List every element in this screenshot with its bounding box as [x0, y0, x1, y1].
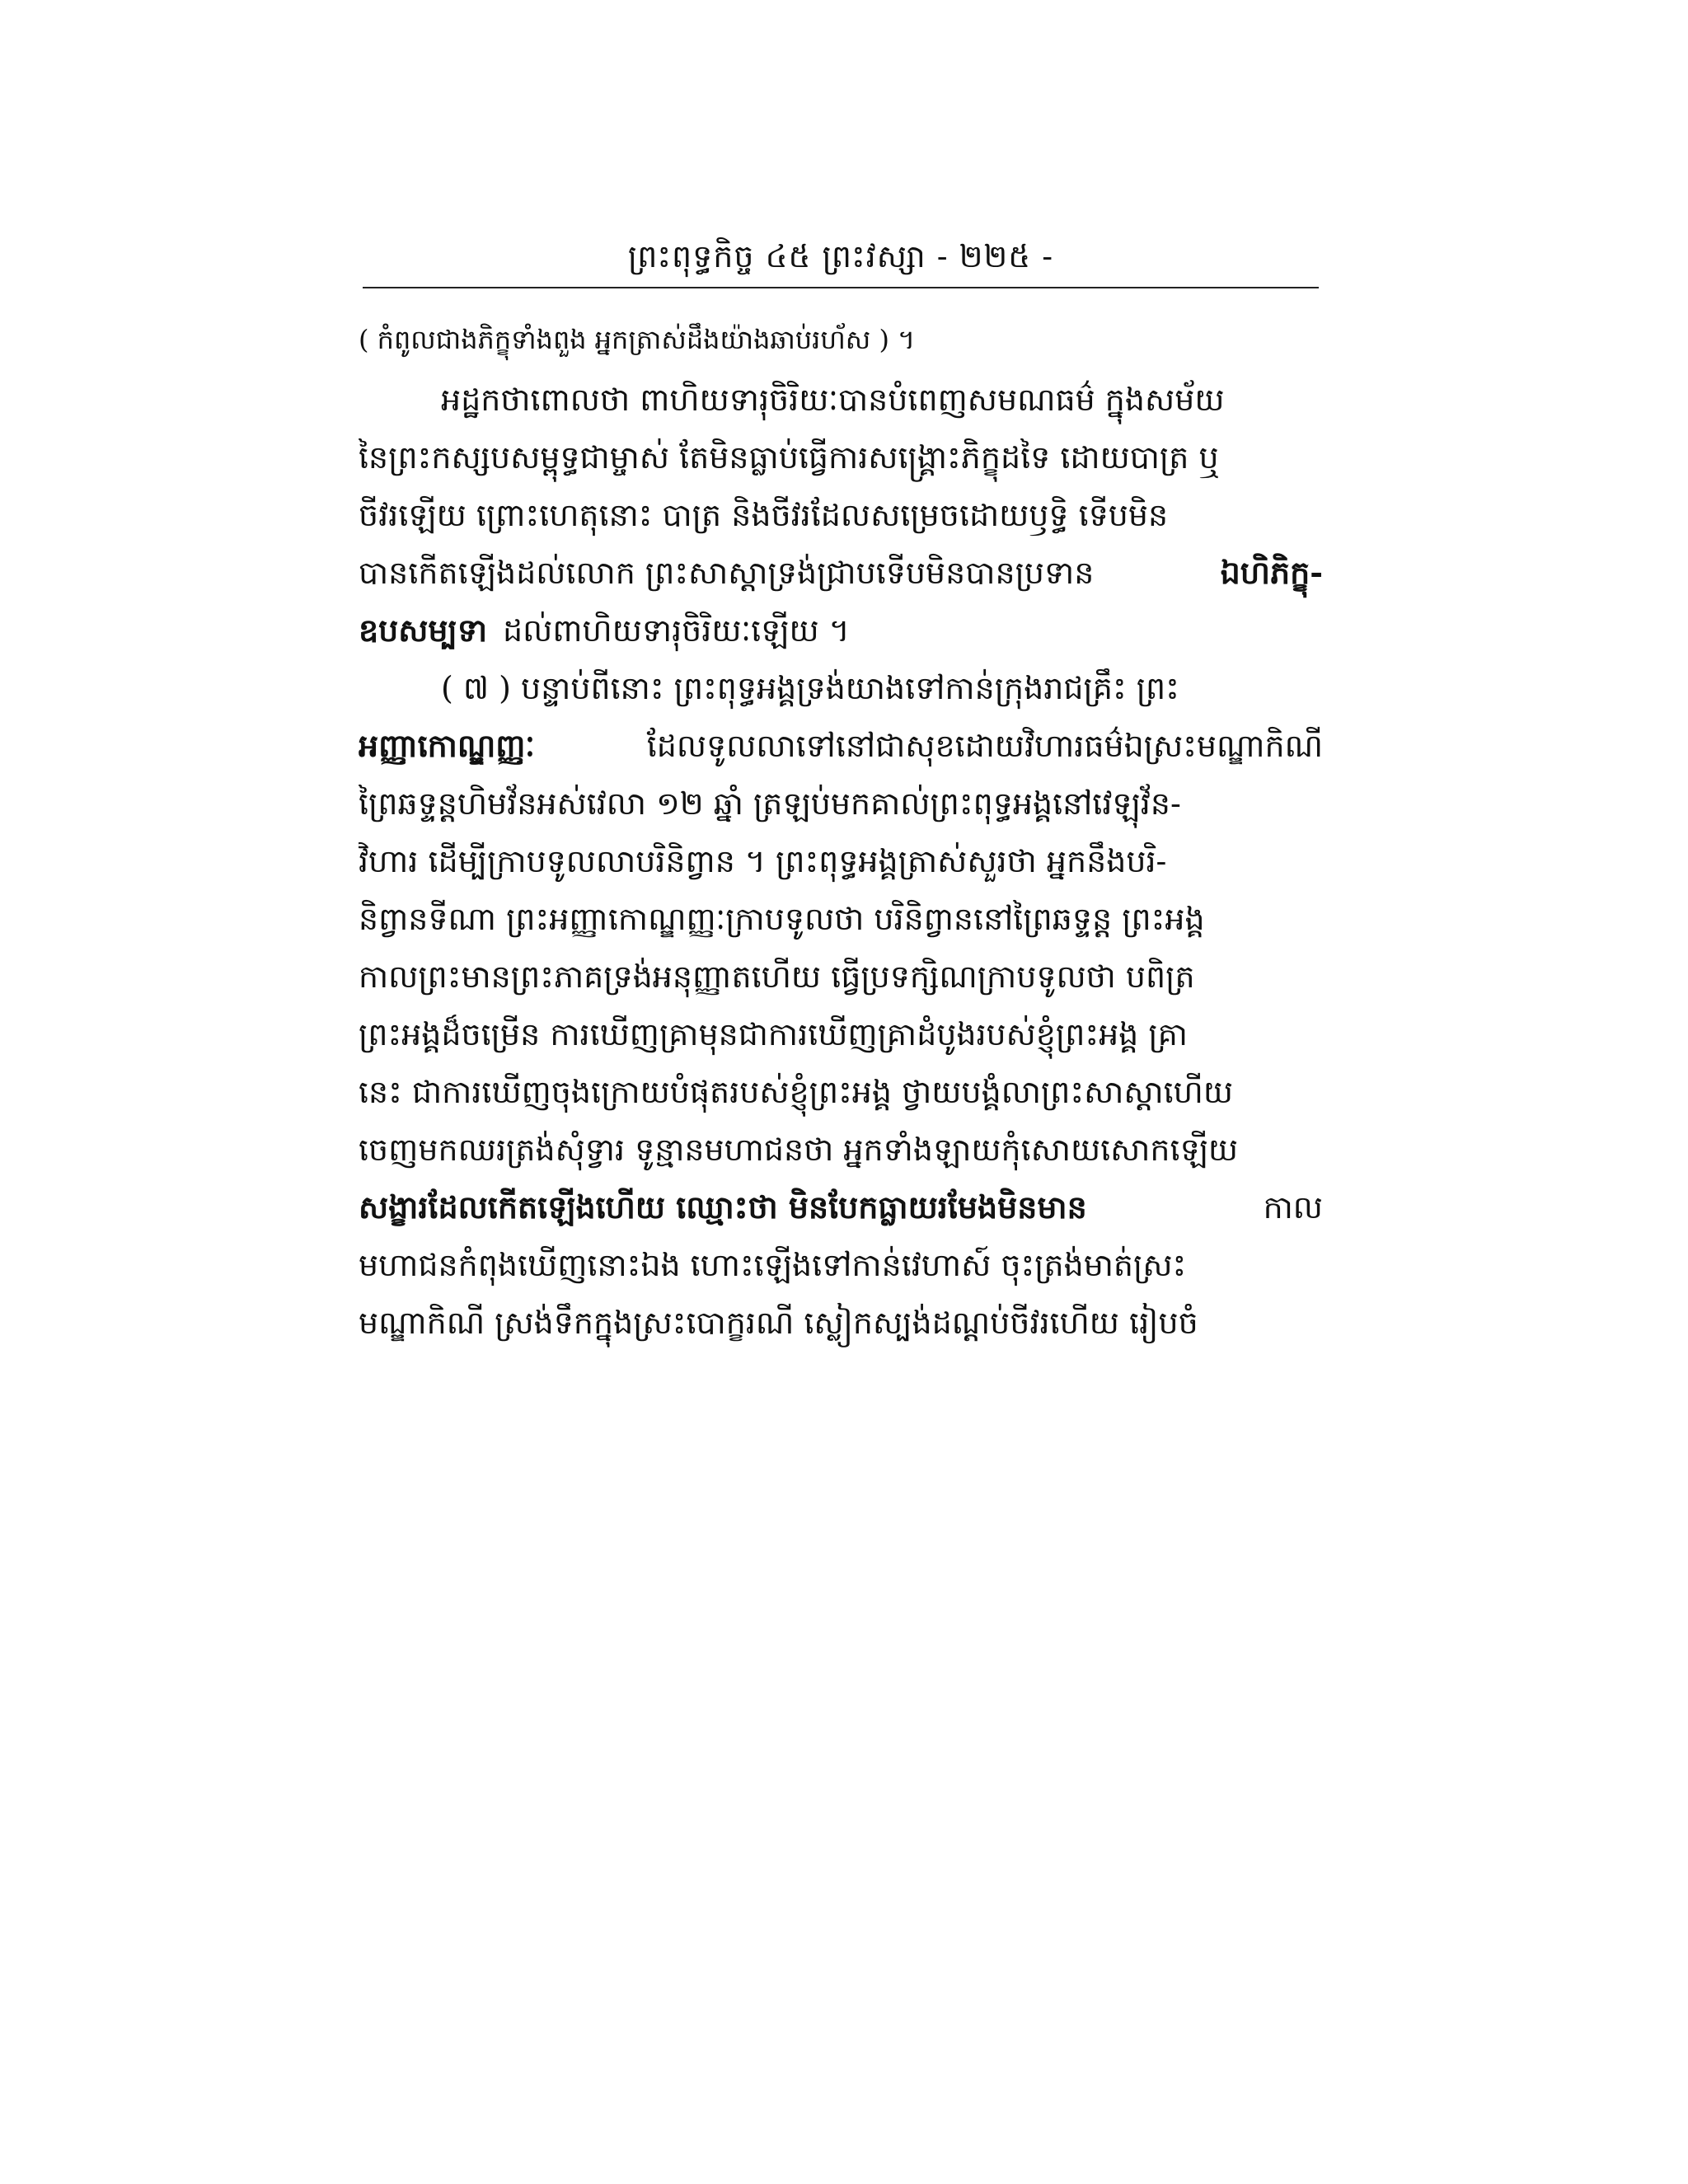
line-text: បានកើតឡើងដល់លោក ព្រះសាស្តាទ្រង់ជ្រាបទើបមិនបានប្រទាន	[359, 555, 1095, 591]
line-text: ព្រះអង្គដ៏ចម្រើន ការឃើញគ្រាមុនជាការឃើញគ្រាដំបូងរបស់ខ្ញុំព្រះអង្គ គ្រា	[359, 1016, 1188, 1052]
body-line	[359, 1121, 1323, 1179]
body-line	[359, 371, 1323, 429]
line-text: នៃព្រះកស្សបសម្ពុទ្ធជាម្ចាស់ តែមិនធ្លាប់ធ្វើការសង្គ្រោះភិក្ខុដទៃ ដោយបាត្រ ឬ	[359, 439, 1219, 476]
line-text: ចីវរឡើយ ព្រោះហេតុនោះ បាត្រ និងចីវរដែលសម្រេចដោយឫទ្ធិ ទើបមិន	[359, 497, 1169, 533]
line-text: កាលព្រះមានព្រះភាគទ្រង់អនុញ្ញាតហើយ ធ្វើប្រទក្សិណក្រាបទូលថា បពិត្រ	[359, 958, 1195, 995]
body-line	[359, 544, 1323, 602]
body-line	[359, 309, 1323, 371]
bold-term: ឧបសម្បទា	[359, 612, 488, 649]
bold-term: អញ្ញាកោណ្ឌញ្ញៈ	[359, 727, 536, 764]
line-text: ដល់ពាហិយទារុចិរិយៈឡើយ ។	[503, 612, 850, 649]
body-line	[359, 1179, 1323, 1236]
body-line	[359, 717, 1323, 775]
body-line	[359, 429, 1323, 486]
line-text: ចេញមកឈរត្រង់សុំទ្វារ ទូន្មានមហាជនថា អ្នកទាំងឡាយកុំសោយសោកឡើយ	[359, 1132, 1239, 1168]
body-text	[359, 309, 1323, 1352]
body-line	[359, 659, 1323, 717]
bold-term: ឯហិភិក្ខុ-	[1220, 554, 1323, 591]
line-text: វិហារ ដើម្បីក្រាបទូលលាបរិនិព្វាន ។ ព្រះពុទ្ធអង្គត្រាស់សួរថា អ្នកនឹងបរិ-	[359, 843, 1167, 879]
body-line	[359, 1005, 1323, 1063]
body-line	[359, 948, 1323, 1005]
body-line	[359, 1294, 1323, 1352]
line-text: មហាជនកំពុងឃើញនោះឯង ហោះឡើងទៅកាន់វេហាស៍ ចុះត្រង់មាត់ស្រះ	[359, 1247, 1187, 1283]
line-text: និព្វានទីណា ព្រះអញ្ញាកោណ្ឌញ្ញៈក្រាបទូលថា បរិនិព្វាននៅព្រៃឆទ្ទន្ត ព្រះអង្គ	[359, 901, 1205, 937]
line-text: ( កំពូលជាងភិក្ខុទាំងពួង អ្នកត្រាស់ដឹងយ៉ាងឆាប់រហ័ស ) ។	[359, 324, 916, 355]
line-text: កាល	[1263, 1189, 1323, 1226]
line-text: ព្រៃឆទ្ទន្តហិមវ័នអស់វេលា ១២ ឆ្នាំ ត្រឡប់មកគាល់ព្រះពុទ្ធអង្គនៅវេឡុវ័ន-	[359, 785, 1181, 822]
page-header	[363, 235, 1319, 284]
line-text: មណ្ឌាកិណី ស្រង់ទឹកក្នុងស្រះបោក្ខរណី ស្លៀកស្បង់ដណ្តប់ចីវរហើយ រៀបចំ	[359, 1305, 1198, 1341]
page-header-title: ព្រះពុទ្ធកិច្ច ៤៥ ព្រះវស្សា - ២២៥ -	[627, 238, 1054, 274]
line-text: នេះ ជាការឃើញចុងក្រោយបំផុតរបស់ខ្ញុំព្រះអង្គ ថ្វាយបង្គំលាព្រះសាស្តាហើយ	[359, 1074, 1233, 1110]
header-divider	[363, 287, 1319, 288]
body-line	[359, 890, 1323, 948]
body-line	[359, 775, 1323, 832]
body-line	[359, 1063, 1323, 1121]
body-line	[359, 1236, 1323, 1294]
body-line	[359, 602, 1323, 659]
line-text: អដ្ឋកថាពោលថា ពាហិយទារុចិរិយៈបានបំពេញសមណធម៌ ក្នុងសម័យ	[441, 382, 1225, 418]
body-line	[359, 486, 1323, 544]
bold-term: សង្ខារដែលកើតឡើងហើយ ឈ្មោះថា មិនបែកធ្លាយរមែងមិនមាន	[359, 1188, 1087, 1226]
line-text: ( ៧ ) បន្ទាប់ពីនោះ ព្រះពុទ្ធអង្គទ្រង់យាងទៅកាន់ក្រុងរាជគ្រឹះ ព្រះ	[441, 670, 1179, 706]
line-text: ដែលទូលលាទៅនៅជាសុខដោយវិហារធម៌ឯស្រះមណ្ឌាកិណី	[646, 728, 1323, 764]
body-line	[359, 832, 1323, 890]
